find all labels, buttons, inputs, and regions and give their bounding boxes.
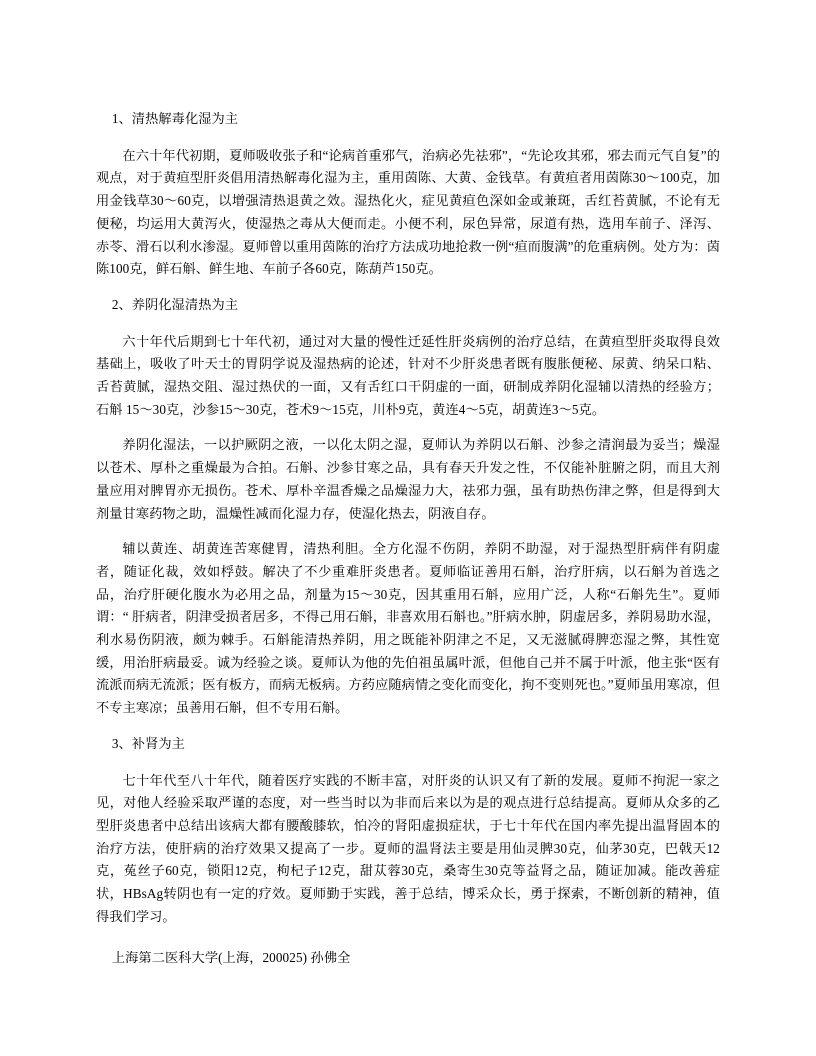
section-1-paragraph-1: 在六十年代初期，夏师吸收张子和“论病首重邪气，治病必先祛邪”，“先论攻其邪，邪去而元气自复”的观点，对于黄疸型肝炎倡用清热解毒化湿为主，重用茵陈、大黄、金钱草。有黄疸者用茵陈30～100克，加用金钱草30～60克，以增强清热退黄之效。湿热化火，症见黄疸色深如金或兼斑，舌红苔黄腻，不论有无便秘，均运用大黄泻火，使湿热之毒从大便而走。小便不利，尿色异常，尿道有热，选用车前子、泽泻、赤苓、滑石以利水渗湿。夏师曾以重用茵陈的治疗方法成功地抢救一例“疸而腹满”的危重病例。处方为：茵陈100克，鲜石斛、鲜生地、车前子各60克，陈葫芦150克。 (96, 147, 720, 277)
section-2-paragraph-2: 养阴化湿法，一以护厥阴之液，一以化太阴之湿，夏师认为养阴以石斛、沙参之清润最为妥当；燥湿以苍术、厚朴之重燥最为合拍。石斛、沙参甘寒之品，具有春天升发之性，不仅能补脏腑之阴，而且大剂量应用对脾胃亦无损伤。苍术、厚朴辛温香燥之品燥湿力大，祛邪力强，虽有助热伤津之弊，但是得到大剂量甘寒药物之助，温燥性减而化湿力存，使湿化热去，阴液自存。 (96, 437, 720, 521)
section-heading-1: 1、清热解毒化湿为主 (111, 111, 239, 126)
section-heading-2: 2、养阴化湿清热为主 (111, 296, 239, 312)
section-heading-3: 3、补肾为主 (111, 735, 185, 751)
section-2-paragraph-1: 六十年代后期到七十年代初，通过对大量的慢性迁延性肝炎病例的治疗总结，在黄疸型肝炎取得良效基础上，吸收了叶天士的胃阴学说及湿热病的论述，针对不少肝炎患者既有腹胀便秘、尿黄、纳呆口粘、舌苔黄腻，湿热交阻、湿过热伏的一面，又有舌红口干阴虚的一面，研制成养阴化湿辅以清热的经验方；石斛 15～30克，沙参15～30克，苍术9～15克，川朴9克，黄连4～5克，胡黄连3～5克。 (96, 333, 720, 417)
document-body (96, 108, 720, 969)
section-2-paragraph-3: 辅以黄连、胡黄连苦寒健胃，清热利胆。全方化湿不伤阴，养阴不助湿，对于湿热型肝病伴有阴虚者，随证化裁，效如桴鼓。解决了不少重难肝炎患者。夏师临证善用石斛，治疗肝病，以石斛为首选之品，治疗肝硬化腹水为必用之品，剂量为15～30克，因其重用石斛，应用广泛，人称“石斛先生”。夏师谓：“ 肝病者，阴津受损者居多，不得己用石斛，非喜欢用石斛也。”肝病水肿，阴虚居多，养阴易助水湿，利水易伤阴液，颇为棘手。石斛能清热养阴，用之既能补阴津之不足，又无滋腻碍脾恋湿之弊，其性宽缓，用治肝病最妥。诚为经验之谈。夏师认为他的先伯祖虽属叶派，但他自己并不属于叶派，他主张“医有流派而病无流派；医有板方，而病无板病。方药应随病情之变化而变化，拘不变则死也。”夏师虽用寒凉，但不专主寒凉；虽善用石斛，但不专用石斛。 (96, 541, 720, 716)
section-3-paragraph-1: 七十年代至八十年代，随着医疗实践的不断丰富，对肝炎的认识又有了新的发展。夏师不拘泥一家之见，对他人经验采取严谨的态度，对一些当时以为非而后来以为是的观点进行总结提高。夏师从众多的乙型肝炎患者中总结出该病大都有腰酸膝软，怕冷的肾阳虚损症状，于七十年代在国内率先提出温肾固本的治疗方法，使肝病的治疗效果又提高了一步。夏师的温肾法主要是用仙灵脾30克，仙茅30克，巴戟天12克，菟丝子60克，锁阳12克，枸杞子12克，甜苁蓉30克，桑寄生30克等益肾之品，随证加减。能改善症状，HBsAg转阴也有一定的疗效。夏师勤于实践，善于总结，博采众长，勇于探索，不断创新的精神，值得我们学习。 (96, 772, 720, 924)
author-affiliation: 上海第二医科大学(上海，200025) 孙佛全 (111, 949, 351, 965)
